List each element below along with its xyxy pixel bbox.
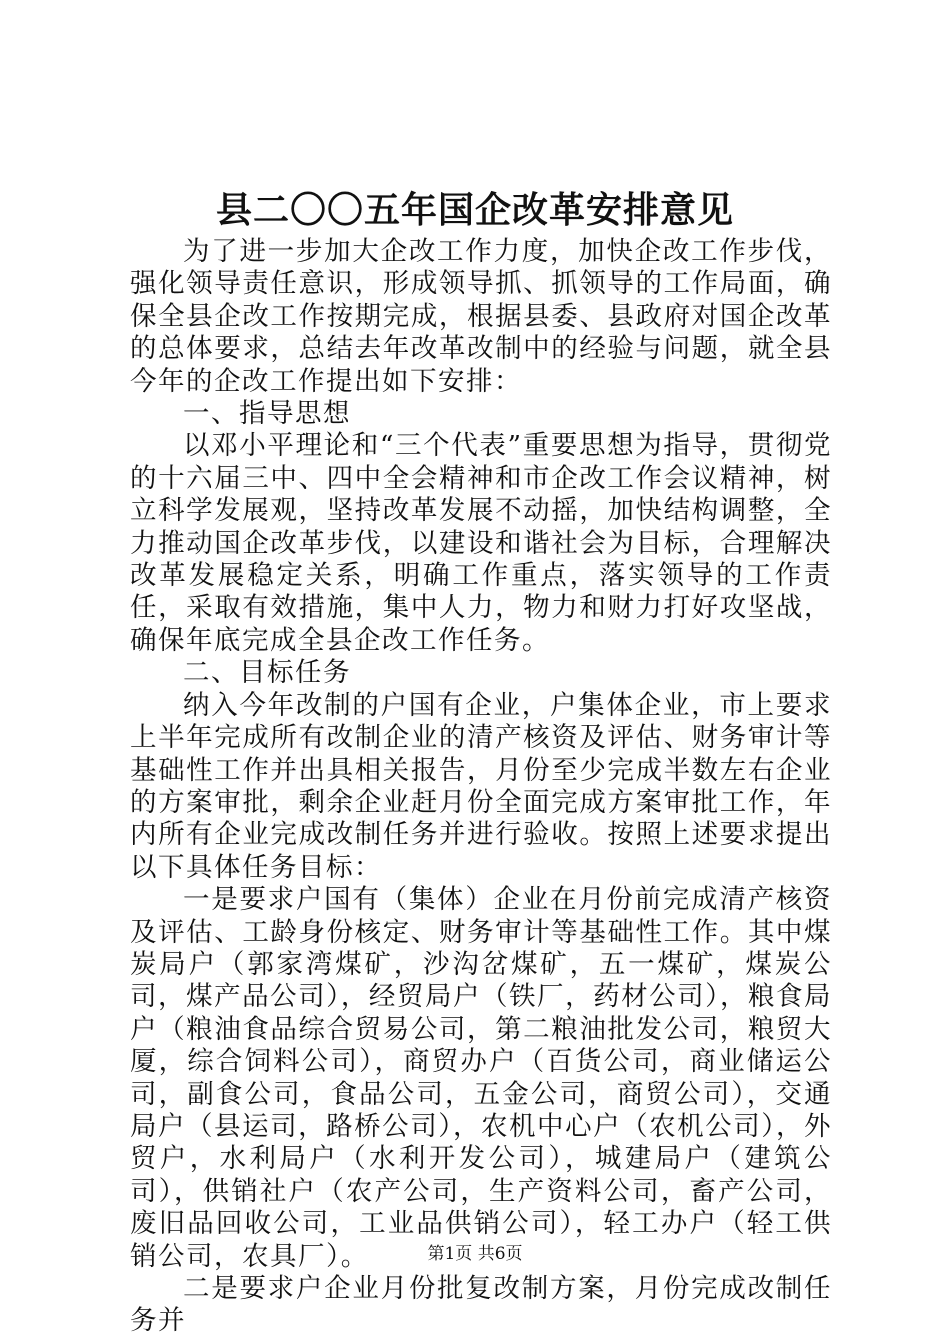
section-heading-guiding-ideology: 一、指导思想 xyxy=(183,398,351,430)
paragraph-target-tasks: 纳入今年改制的户国有企业，户集体企业，市上要求上半年完成所有改制企业的清产核资及评估、财务审计等基础性工作并出具相关报告，月份至少完成半数左右企业的方案审批，剩余企业赶月份全面完成方案审批工作，年内所有企业完成改制任务并进行验收。按照上述要求提出以下具体任务目标： xyxy=(130,689,832,883)
paragraph-guiding-ideology: 以邓小平理论和“三个代表”重要思想为指导，贯彻党的十六届三中、四中全会精神和市企改工作会议精神，树立科学发展观，坚持改革发展不动摇，加快结构调整，全力推动国企改革步伐，以建设和谐社会为目标，合理解决改革发展稳定关系，明确工作重点，落实领导的工作责任，采取有效措施，集中人力，物力和财力打好攻坚战，确保年底完成全县企改工作任务。 xyxy=(130,430,832,656)
document-title: 县二〇〇五年国企改革安排意见 xyxy=(215,189,734,231)
paragraph-task-two: 二是要求户企业月份批复改制方案，月份完成改制任务并 xyxy=(130,1273,832,1337)
paragraph-task-one: 一是要求户国有（集体）企业在月份前完成清产核资及评估、工龄身份核定、财务审计等基础性工作。其中煤炭局户（郭家湾煤矿，沙沟岔煤矿，五一煤矿，煤炭公司，煤产品公司），经贸局户（铁厂，药材公司），粮食局户（粮油食品综合贸易公司，第二粮油批发公司，粮贸大厦，综合饲料公司），商贸办户（百货公司，商业储运公司，副食公司，食品公司，五金公司，商贸公司），交通局户（县运司，路桥公司），农机中心户（农机公司），外贸户，水利局户（水利开发公司），城建局户（建筑公司），供销社户（农产公司，生产资料公司，畜产公司，废旧品回收公司，工业品供销公司），轻工办户（轻工供销公司，农具厂）。 xyxy=(130,884,832,1272)
document-body xyxy=(130,236,832,1338)
paragraph-intro: 为了进一步加大企改工作力度，加快企改工作步伐，强化领导责任意识，形成领导抓、抓领导的工作局面，确保全县企改工作按期完成，根据县委、县政府对国企改革的总体要求，总结去年改革改制中的经验与问题，就全县今年的企改工作提出如下安排： xyxy=(130,236,832,397)
page-footer: 第1页 共6页 xyxy=(427,1244,523,1264)
section-heading-target-tasks: 二、目标任务 xyxy=(183,657,351,689)
